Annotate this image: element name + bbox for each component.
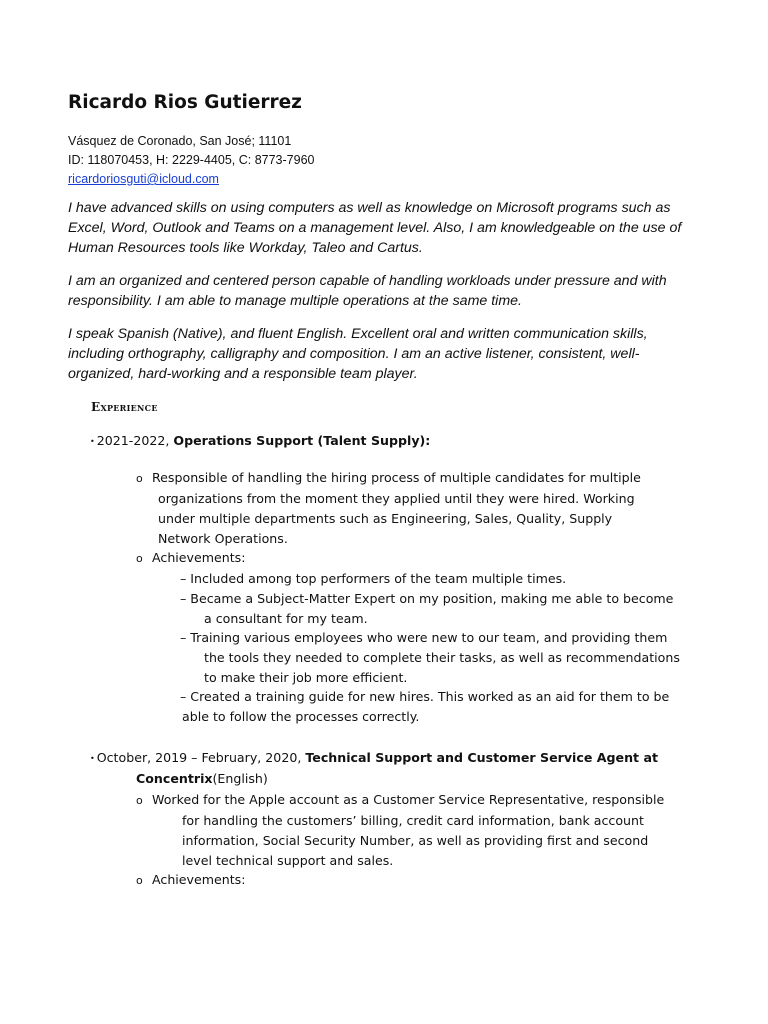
job-language: (English) — [212, 770, 268, 786]
text-line: under multiple departments such as Engineering, Sales, Quality, Supply — [158, 511, 613, 526]
job-entry-1 — [90, 431, 430, 452]
achievement-item — [180, 569, 720, 589]
job1-achievements-label — [136, 548, 736, 569]
summary-line: Excel, Word, Outlook and Teams on a management level. Also, I am knowledgeable on the use of — [68, 220, 682, 236]
circle-bullet-icon: o — [136, 794, 143, 807]
text-line: Achievements: — [152, 550, 246, 565]
text-line: level technical support and sales. — [182, 853, 394, 868]
email-line — [68, 170, 314, 189]
job1-responsibilities — [136, 468, 736, 549]
summary-line: responsibility. I am able to manage multiple operations at the same time. — [68, 293, 522, 309]
text-line: Achievements: — [152, 872, 246, 887]
email-user: ricardoriosguti — [68, 172, 147, 186]
summary-line: I have advanced skills on using computers as well as knowledge on Microsoft programs such as — [68, 200, 671, 216]
text-line: Network Operations. — [158, 531, 288, 546]
text-line: able to follow the processes correctly. — [182, 709, 420, 724]
text-line: the tools they needed to complete their tasks, as well as recommendations — [204, 650, 680, 665]
achievement-item — [180, 589, 720, 629]
achievement-item — [180, 687, 720, 727]
id-phone-line: ID: 118070453, H: 2229-4405, C: 8773-7960 — [68, 153, 315, 167]
job-entry-2 — [90, 748, 658, 789]
contact-block — [68, 132, 314, 189]
text-line: information, Social Security Number, as well as providing first and second — [182, 833, 649, 848]
text-line: – Included among top performers of the team multiple times. — [180, 571, 567, 586]
bullet-icon: • — [90, 436, 95, 446]
summary-line: organized, hard-working and a responsible team player. — [68, 366, 418, 382]
text-line: a consultant for my team. — [204, 611, 368, 626]
address: Vásquez de Coronado, San José; 11101 — [68, 134, 292, 148]
job2-responsibilities — [136, 790, 736, 871]
text-line: Responsible of handling the hiring process of multiple candidates for multiple — [152, 470, 641, 485]
email-link[interactable] — [68, 172, 219, 186]
bullet-icon: • — [90, 753, 95, 763]
text-line: Worked for the Apple account as a Customer Service Representative, responsible — [152, 792, 665, 807]
summary-paragraph-2 — [68, 271, 708, 311]
job-dates: 2021-2022, — [96, 433, 174, 448]
experience-heading: Experience — [91, 400, 158, 414]
summary-paragraph-1 — [68, 198, 708, 258]
job-title: Technical Support and Customer Service Agent at — [305, 750, 658, 765]
summary-line: including orthography, calligraphy and composition. I am an active listener, consistent, well- — [68, 346, 640, 362]
applicant-name: Ricardo Rios Gutierrez — [68, 92, 302, 113]
circle-bullet-icon: o — [136, 472, 143, 485]
job2-achievements-label — [136, 870, 736, 891]
summary-paragraph-3 — [68, 324, 708, 384]
circle-bullet-icon: o — [136, 552, 143, 565]
circle-bullet-icon: o — [136, 874, 143, 887]
job-dates: October, 2019 – February, 2020, — [96, 750, 306, 765]
summary-line: I am an organized and centered person capable of handling workloads under pressure and with — [68, 273, 667, 289]
text-line: – Created a training guide for new hires. This worked as an aid for them to be — [180, 689, 670, 704]
job-title: Operations Support (Talent Supply): — [173, 433, 431, 448]
text-line: – Training various employees who were new to our team, and providing them — [180, 630, 668, 645]
company-name: Concentrix — [136, 770, 213, 786]
achievement-item — [180, 628, 720, 688]
text-line: organizations from the moment they applied until they were hired. Working — [158, 491, 635, 506]
text-line: to make their job more efficient. — [204, 670, 408, 685]
text-line: – Became a Subject-Matter Expert on my position, making me able to become — [180, 591, 674, 606]
summary-line: I speak Spanish (Native), and fluent English. Excellent oral and written communication skills, — [68, 326, 648, 342]
text-line: for handling the customers’ billing, credit card information, bank account — [182, 813, 644, 828]
summary-line: Human Resources tools like Workday, Taleo and Cartus. — [68, 240, 423, 256]
email-domain: @icloud.com — [146, 172, 219, 186]
